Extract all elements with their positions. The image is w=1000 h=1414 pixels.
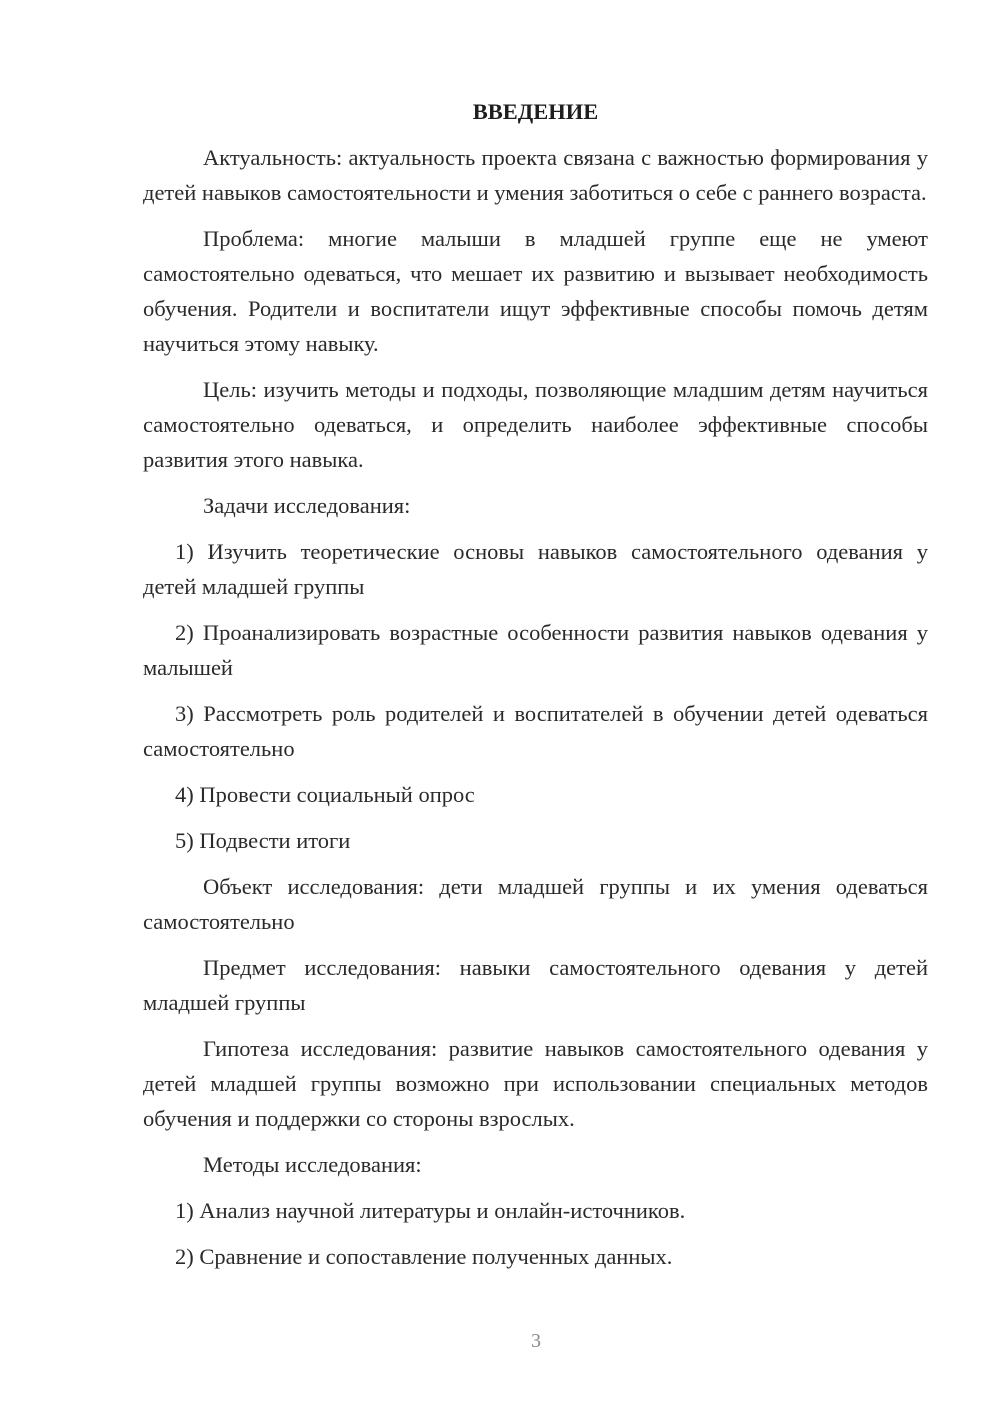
subject-paragraph: Предмет исследования: навыки самостоятельного одевания у детей младшей группы (143, 955, 928, 1015)
task-item-1: 1) Изучить теоретические основы навыков самостоятельного одевания у детей младшей группы (143, 539, 928, 599)
method-item-1: 1) Анализ научной литературы и онлайн-источников. (175, 1198, 686, 1223)
page-number: 3 (531, 1330, 541, 1352)
methods-heading: Методы исследования: (203, 1152, 422, 1177)
hypothesis-paragraph: Гипотеза исследования: развитие навыков самостоятельного одевания у детей младшей группы возможно при использовании специальных методов обучения и поддержки со стороны взрослых. (143, 1036, 928, 1131)
problem-paragraph: Проблема: многие малыши в младшей группе еще не умеют самостоятельно одеваться, что мешает их развитию и вызывает необходимость обучения. Родители и воспитатели ищут эффективные способы помочь детям научиться этому навыку. (143, 226, 928, 356)
task-item-3: 3) Рассмотреть роль родителей и воспитателей в обучении детей одеваться самостоятельно (143, 701, 928, 761)
task-item-4: 4) Провести социальный опрос (175, 782, 475, 807)
task-item-5: 5) Подвести итоги (175, 828, 351, 853)
task-item-2: 2) Проанализировать возрастные особенности развития навыков одевания у малышей (143, 620, 928, 680)
page-content (143, 94, 928, 1285)
relevance-paragraph: Актуальность: актуальность проекта связана с важностью формирования у детей навыков самостоятельности и умения заботиться о себе с раннего возраста. (143, 145, 928, 205)
tasks-heading: Задачи исследования: (203, 493, 411, 518)
goal-paragraph: Цель: изучить методы и подходы, позволяющие младшим детям научиться самостоятельно одеваться, и определить наиболее эффективные способы развития этого навыка. (143, 377, 928, 472)
method-item-2: 2) Сравнение и сопоставление полученных данных. (175, 1244, 673, 1269)
object-paragraph: Объект исследования: дети младшей группы и их умения одеваться самостоятельно (143, 874, 928, 934)
section-title: ВВЕДЕНИЕ (472, 99, 599, 124)
